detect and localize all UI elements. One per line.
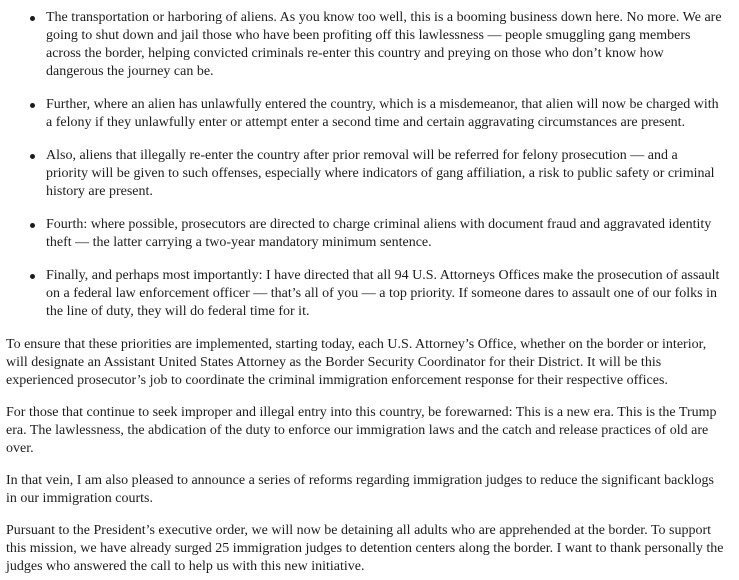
paragraph: For those that continue to seek improper and illegal entry into this country, be forewarned: This is a new era. This is the Trump era. The lawlessness, the abdication of the duty to enforce our immigration laws and the catch and release practices of old are over.	[6, 405, 717, 456]
bullet-icon	[30, 274, 35, 279]
bullet-icon	[30, 154, 35, 159]
priority-list	[6, 9, 731, 321]
bullet-icon	[30, 103, 35, 108]
list-item	[46, 267, 731, 321]
paragraph: In that vein, I am also pleased to announce a series of reforms regarding immigration judges to reduce the significant backlogs in our immigration courts.	[6, 473, 714, 506]
list-item	[46, 9, 731, 81]
list-item-text: The transportation or harboring of aliens. As you know too well, this is a booming business down here. No more. We are going to shut down and jail those who have been profiting off this lawlessness — people smuggling gang members across the border, helping convicted criminals re-enter this country and preying on those who don’t know how dangerous the journey can be.	[46, 10, 722, 79]
bullet-icon	[30, 16, 35, 21]
bullet-icon	[30, 223, 35, 228]
list-item-text: Finally, and perhaps most importantly: I have directed that all 94 U.S. Attorneys Offices make the prosecution of assault on a federal law enforcement officer — that’s all of you — a top priority. If someone dares to assault one of our folks in the line of duty, they will do federal time for it.	[46, 268, 720, 319]
list-item	[46, 147, 731, 201]
paragraph: Pursuant to the President’s executive order, we will now be detaining all adults who are apprehended at the border. To support this mission, we have already surged 25 immigration judges to detention centers along the border. I want to thank personally the judges who answered the call to help us with this new initiative.	[6, 523, 724, 574]
list-item-text: Also, aliens that illegally re-enter the country after prior removal will be referred for felony prosecution — and a priority will be given to such offenses, especially where indicators of gang affiliation, a risk to public safety or criminal history are present.	[46, 148, 715, 199]
list-item-text: Fourth: where possible, prosecutors are directed to charge criminal aliens with document fraud and aggravated identity theft — the latter carrying a two-year mandatory minimum sentence.	[46, 217, 712, 250]
list-item-text: Further, where an alien has unlawfully entered the country, which is a misdemeanor, that alien will now be charged with a felony if they unlawfully enter or attempt enter a second time and certain aggravating circumstances are present.	[46, 97, 719, 130]
paragraph: To ensure that these priorities are implemented, starting today, each U.S. Attorney’s Office, whether on the border or interior, will designate an Assistant United States Attorney as the Border Security Coordinator for their District. It will be this experienced prosecutor’s job to coordinate the criminal immigration enforcement response for their respective offices.	[6, 337, 707, 388]
list-item	[46, 216, 731, 252]
list-item	[46, 96, 731, 132]
